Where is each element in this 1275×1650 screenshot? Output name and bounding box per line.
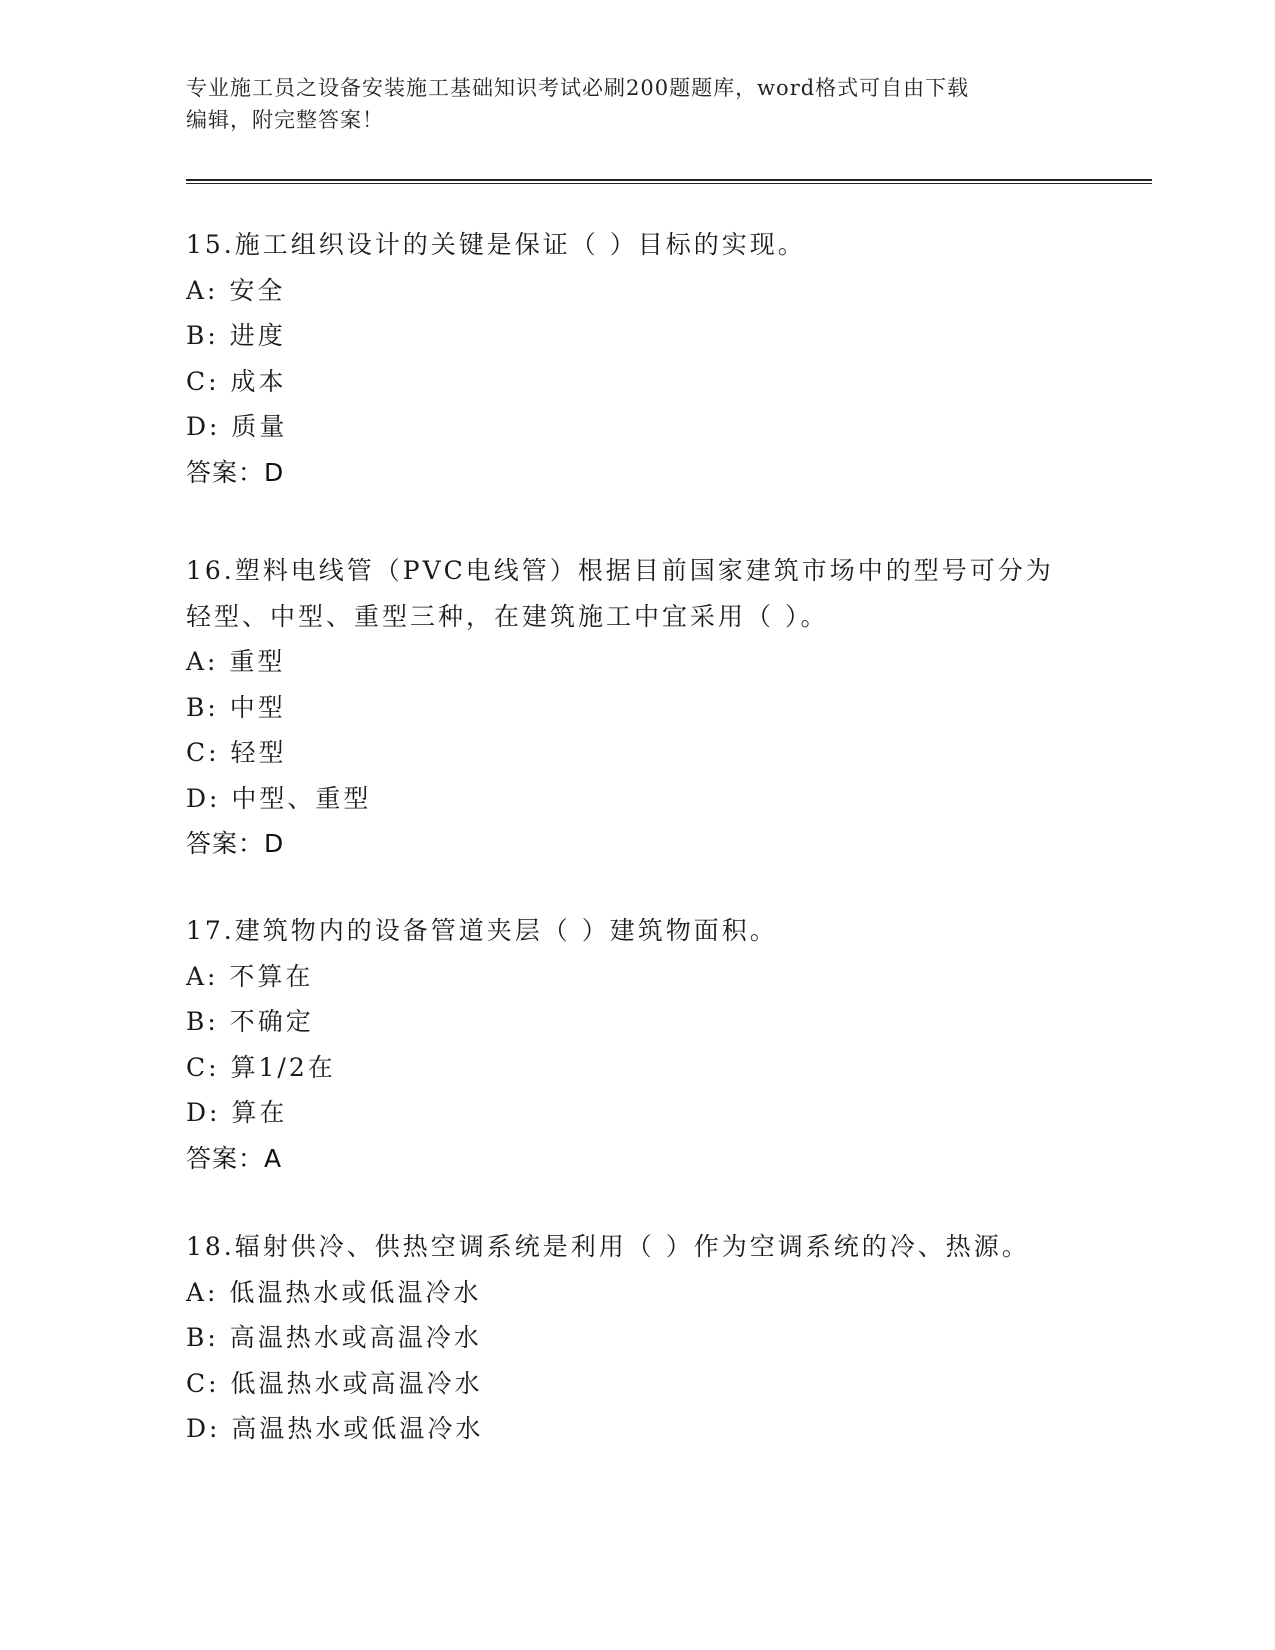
option-d: D: 中型、重型 (186, 783, 372, 813)
question-stem: 17.建筑物内的设备管道夹层（ ）建筑物面积。 (186, 916, 778, 945)
option-b: B: 进度 (186, 321, 286, 350)
option-c: C: 轻型 (186, 738, 287, 767)
answer-line: 答案：D (186, 829, 285, 858)
option-a: A: 安全 (186, 275, 286, 305)
question-15 (186, 222, 1086, 495)
option-b: B: 不确定 (186, 1007, 314, 1036)
option-a: A: 低温热水或低温冷水 (186, 1277, 482, 1307)
header-line-1: 专业施工员之设备安装施工基础知识考试必刷200题题库，word格式可自由下载 (186, 76, 970, 100)
header-line-2: 编辑，附完整答案！ (186, 108, 384, 132)
answer-line: 答案：A (186, 1143, 283, 1173)
question-17 (186, 908, 1086, 1181)
question-stem: 15.施工组织设计的关键是保证（ ）目标的实现。 (186, 230, 806, 259)
header-divider (186, 179, 1152, 184)
question-18 (186, 1224, 1086, 1452)
option-a: A: 重型 (186, 647, 286, 676)
answer-line: 答案：D (186, 457, 285, 487)
question-stem: 18.辐射供冷、供热空调系统是利用（ ）作为空调系统的冷、热源。 (186, 1232, 1030, 1261)
question-16 (186, 548, 1086, 867)
option-a: A: 不算在 (186, 961, 314, 991)
option-d: D: 质量 (186, 412, 288, 441)
option-c: C: 算1/2在 (186, 1052, 336, 1082)
document-header (186, 72, 1066, 136)
option-b: B: 中型 (186, 692, 286, 722)
option-c: C: 成本 (186, 366, 287, 396)
question-stem-line-2: 轻型、中型、重型三种，在建筑施工中宜采用（ ）。 (186, 601, 829, 631)
option-d: D: 高温热水或低温冷水 (186, 1414, 484, 1443)
option-c: C: 低温热水或高温冷水 (186, 1368, 483, 1398)
option-d: D: 算在 (186, 1098, 288, 1127)
question-stem-line-1: 16.塑料电线管（PVC电线管）根据目前国家建筑市场中的型号可分为 (186, 556, 1054, 585)
option-b: B: 高温热水或高温冷水 (186, 1323, 482, 1352)
